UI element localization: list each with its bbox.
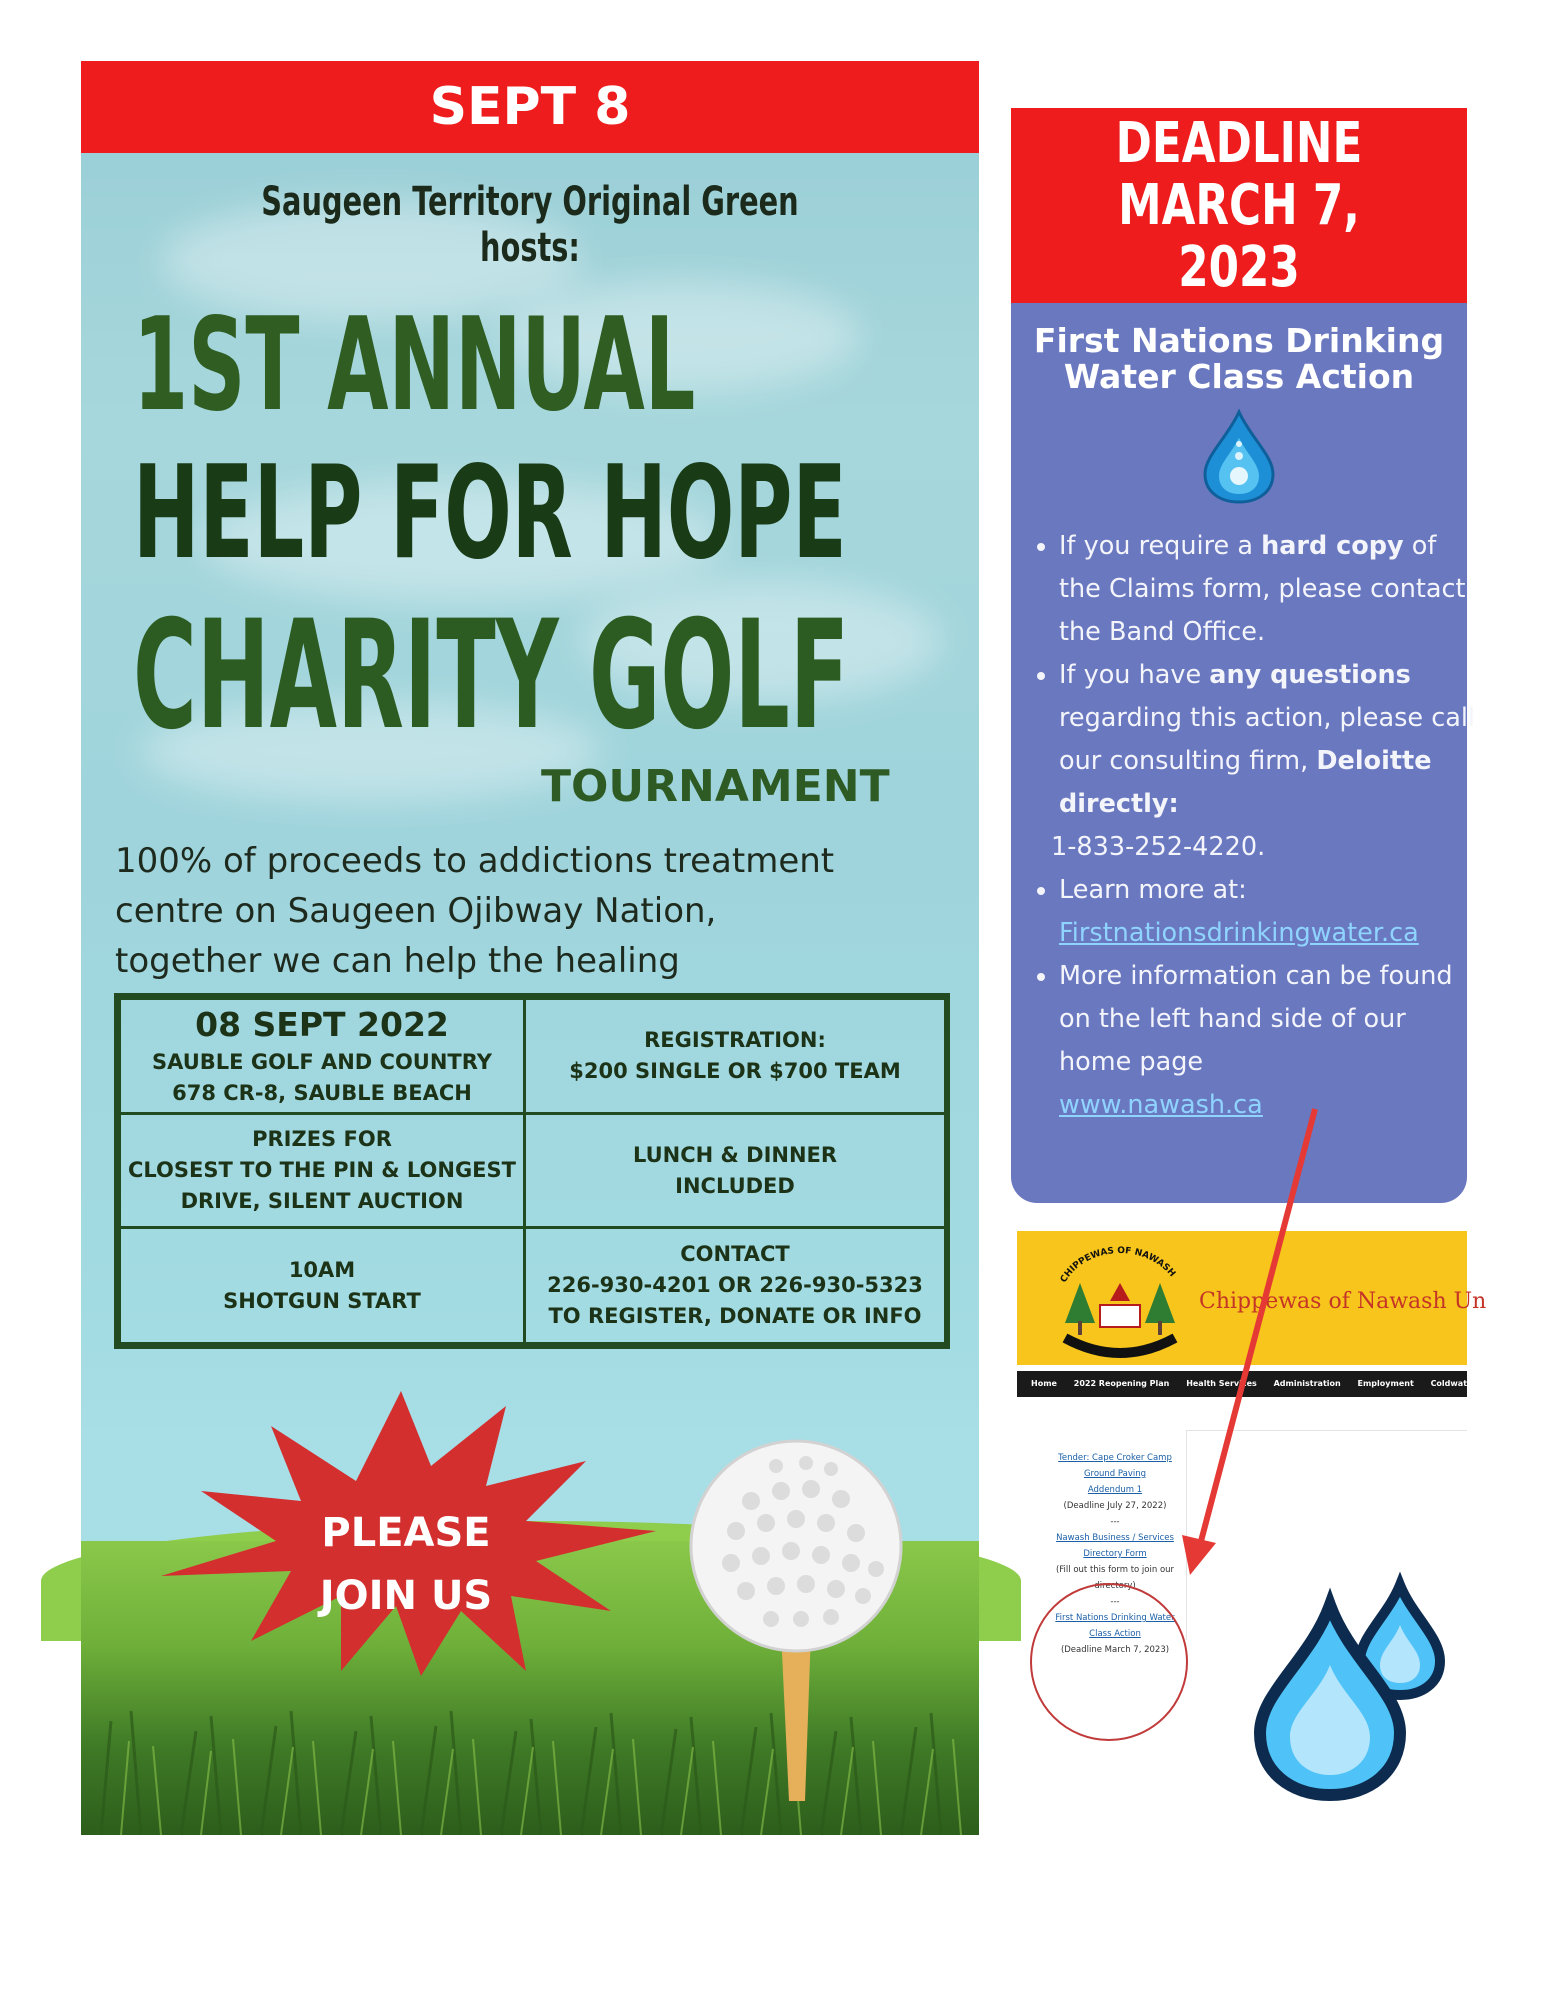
contact-label: CONTACT <box>680 1242 790 1266</box>
class-action-link[interactable]: First Nations Drinking Water <box>1055 1613 1175 1623</box>
red-arrow-icon <box>1170 1105 1430 1585</box>
join-us-starburst <box>141 1381 661 1681</box>
website-title: Chippewas of Nawash Un <box>1199 1289 1487 1314</box>
golf-poster <box>81 61 979 1835</box>
nav-item[interactable]: Employment <box>1357 1379 1414 1388</box>
proceeds-line: centre on Saugeen Ojibway Nation, <box>115 891 717 931</box>
start-time: 10AM <box>288 1257 356 1282</box>
starburst-line-1: PLEASE <box>321 1510 491 1556</box>
event-info-table <box>114 993 950 1349</box>
contact-purpose: TO REGISTER, DONATE OR INFO <box>548 1304 922 1328</box>
deloitte-phone: 1-833-252-4220. <box>1051 832 1266 862</box>
directory-note: (Fill out this form to join our <box>1055 1565 1175 1575</box>
event-date: 08 SEPT 2022 <box>195 1005 449 1044</box>
bullet-hard-copy <box>1059 525 1479 654</box>
bullet-text: If you require a <box>1059 531 1262 561</box>
nav-item[interactable]: Prog <box>1518 1379 1540 1388</box>
cell-start <box>118 1226 526 1345</box>
highlight-circle <box>1030 1583 1188 1741</box>
class-action-link[interactable]: Class Action <box>1089 1629 1141 1639</box>
tender-link[interactable]: Ground Paving <box>1083 1469 1147 1479</box>
bullet-text: If you have <box>1059 660 1210 690</box>
bullet-learn-more <box>1059 869 1479 955</box>
cell-prizes <box>118 1112 526 1229</box>
golf-tee <box>781 1631 811 1801</box>
water-drop-icon <box>1201 408 1277 504</box>
title-line-4: TOURNAMENT <box>541 761 890 812</box>
cell-date-venue <box>118 997 526 1115</box>
title-line-3: CHARITY GOLF <box>133 589 850 763</box>
deadline-date: MARCH 7, 2023 <box>1118 172 1360 300</box>
contact-phones: 226-930-4201 OR 226-930-5323 <box>547 1273 923 1297</box>
class-action-panel <box>1011 303 1476 1203</box>
bullet-text: Learn more at: <box>1059 875 1247 905</box>
nav-item[interactable]: Administration <box>1273 1379 1341 1388</box>
golf-ball-illustration <box>681 1441 921 1821</box>
meals-text: INCLUDED <box>675 1173 795 1198</box>
prizes-text: PRIZES FOR <box>252 1127 392 1151</box>
host-line: Saugeen Territory Original Green hosts: <box>261 179 799 271</box>
info-bullets <box>1033 525 1479 1127</box>
bullet-bold: hard copy <box>1261 531 1404 561</box>
deadline-label: DEADLINE <box>1115 110 1363 176</box>
bullet-more-info <box>1059 955 1479 1127</box>
cell-registration <box>523 997 947 1115</box>
title-line-1: 1ST ANNUAL <box>133 291 696 440</box>
separator: --- <box>1110 1597 1120 1607</box>
logo-text: CHIPPEWAS OF NAWASH <box>1058 1245 1177 1285</box>
start-type: SHOTGUN START <box>223 1288 421 1313</box>
title-line-2: HELP FOR HOPE <box>133 439 847 588</box>
separator: --- <box>1110 1517 1120 1527</box>
proceeds-line: together we can help the healing <box>115 941 680 981</box>
proceeds-line: 100% of proceeds to addictions treatment <box>115 841 835 881</box>
tender-link[interactable]: Tender: Cape Croker Camp <box>1058 1453 1172 1463</box>
panel-title-line: Water Class Action <box>1063 357 1415 396</box>
nav-item[interactable]: 2022 Reopening Plan <box>1073 1379 1170 1388</box>
nav-item[interactable]: Coldwater Trust <box>1430 1379 1502 1388</box>
directory-link[interactable]: Nawash Business / Services <box>1056 1533 1174 1543</box>
water-drops-icon <box>1250 1575 1460 1815</box>
bullet-questions <box>1051 654 1479 869</box>
registration-label: REGISTRATION: <box>644 1028 826 1052</box>
addendum-link[interactable]: Addendum 1 <box>1087 1485 1143 1495</box>
bullet-text: regarding this action, please call our consulting firm, <box>1059 703 1476 776</box>
prizes-text: CLOSEST TO THE PIN & LONGEST <box>128 1158 516 1182</box>
nawash-link[interactable]: www.nawash.ca <box>1059 1090 1263 1120</box>
drinking-water-link[interactable]: Firstnationsdrinkingwater.ca <box>1059 918 1419 948</box>
venue-name: SAUBLE GOLF AND COUNTRY <box>152 1050 492 1074</box>
svg-text:CHIPPEWAS OF NAWASH <box>1059 1246 1177 1285</box>
panel-title-line: First Nations Drinking <box>1033 321 1445 360</box>
nav-item[interactable]: Health Services <box>1186 1379 1257 1388</box>
bullet-text: More information can be found on the left hand side of our home page <box>1059 961 1453 1077</box>
class-action-deadline: (Deadline March 7, 2023) <box>1060 1645 1170 1655</box>
venue-address: 678 CR-8, SAUBLE BEACH <box>172 1081 472 1105</box>
bullet-bold: Deloitte directly: <box>1059 746 1432 819</box>
deadline-note: (Deadline July 27, 2022) <box>1063 1501 1167 1511</box>
nav-item[interactable]: Home <box>1031 1379 1057 1388</box>
bullet-bold: any questions <box>1209 660 1411 690</box>
proceeds-text <box>115 836 935 986</box>
starburst-line-2: JOIN US <box>319 1573 493 1619</box>
registration-price: $200 SINGLE OR $700 TEAM <box>569 1059 901 1083</box>
bullet-text: of the Claims form, please contact the Band Office. <box>1059 531 1466 647</box>
meals-text: LUNCH & DINNER <box>632 1142 838 1167</box>
poster-date-banner: SEPT 8 <box>81 61 979 153</box>
directory-note: directory) <box>1094 1581 1136 1591</box>
cell-contact <box>523 1226 947 1345</box>
deadline-banner <box>1011 108 1467 303</box>
directory-link[interactable]: Directory Form <box>1083 1549 1147 1559</box>
cell-meals <box>523 1112 947 1229</box>
panel-title <box>1011 323 1467 395</box>
prizes-text: DRIVE, SILENT AUCTION <box>180 1189 464 1213</box>
